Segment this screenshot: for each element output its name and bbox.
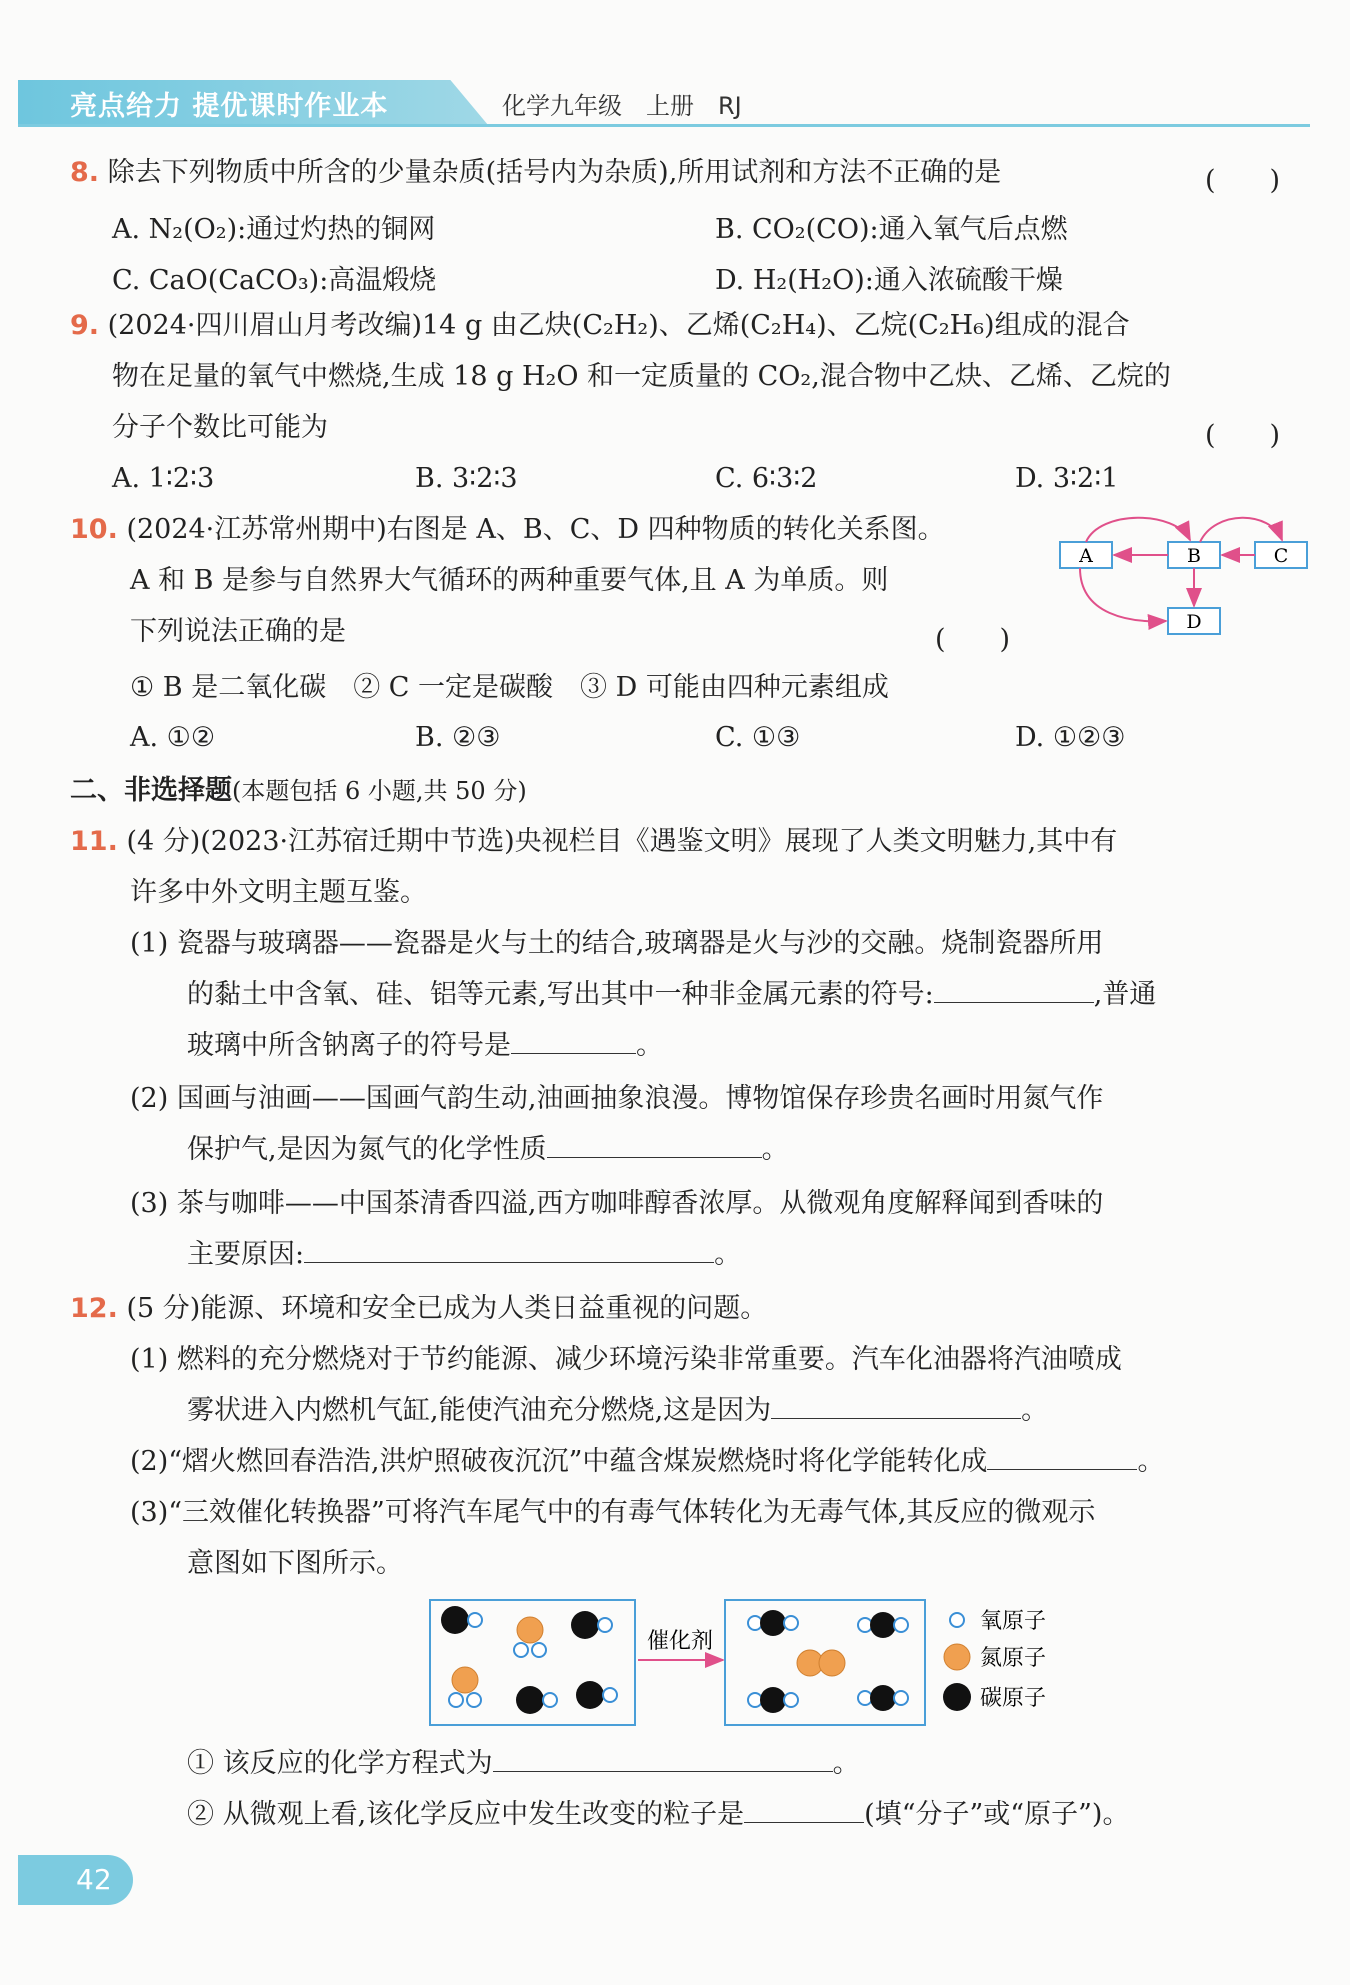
arrow-b-to-c: [1200, 518, 1282, 542]
q12-blank-2[interactable]: [987, 1439, 1137, 1470]
section2-note: (本题包括 6 小题,共 50 分): [232, 777, 527, 805]
q11-blank-1[interactable]: [934, 972, 1094, 1003]
q11-p2b-text: 保护气,是因为氮气的化学性质: [187, 1134, 547, 1165]
legend-nitrogen-label: 氮原子: [980, 1646, 1047, 1671]
q8-option-d: D. H₂(H₂O):通入浓硫酸干燥: [715, 265, 1063, 296]
q12-s1-text: ① 该反应的化学方程式为: [187, 1748, 493, 1779]
node-b-label: B: [1187, 545, 1201, 567]
q9-option-a: A. 1∶2∶3: [112, 463, 215, 494]
q11-line1: [70, 816, 1117, 867]
q12-p1b-end: 。: [1021, 1395, 1049, 1426]
q11-p2a: (2) 国画与油画——国画气韵生动,油画抽象浪漫。博物馆保存珍贵名画时用氮气作: [130, 1083, 1104, 1114]
co2-molecule: [858, 1612, 908, 1638]
q11-p3b-text: 主要原因:: [187, 1239, 305, 1270]
legend-carbon-label: 碳原子: [980, 1686, 1047, 1711]
q11-p1b: [187, 969, 1156, 1020]
q11-p1c: [187, 1020, 663, 1071]
co-molecule: [571, 1611, 612, 1639]
header-divider: [18, 124, 1310, 127]
q12-s1: [187, 1738, 860, 1789]
q9-line3: 分子个数比可能为: [112, 412, 328, 443]
q10-answer-paren[interactable]: ( ): [935, 624, 1011, 655]
q8-option-c: C. CaO(CaCO₃):高温煅烧: [112, 265, 437, 296]
q11-line2: 许多中外文明主题互鉴。: [130, 877, 427, 908]
co-molecule: [441, 1606, 482, 1634]
q9-line2: 物在足量的氧气中燃烧,生成 18 g H₂O 和一定质量的 CO₂,混合物中乙炔、乙烯、乙烷的: [112, 361, 1171, 392]
book-title: 亮点给力 提优课时作业本: [70, 91, 389, 122]
q11-p1c-end: 。: [636, 1030, 663, 1061]
page-number: 42: [18, 1855, 133, 1905]
q8-option-b: B. CO₂(CO):通入氧气后点燃: [715, 214, 1068, 245]
legend-oxygen-icon: [950, 1613, 964, 1627]
q10-line2: A 和 B 是参与自然界大气循环的两种重要气体,且 A 为单质。则: [130, 565, 889, 596]
q12-line1: [70, 1283, 767, 1334]
q11-p2b: [187, 1124, 789, 1175]
co2-molecule: [748, 1610, 798, 1636]
node-d-label: D: [1186, 611, 1202, 633]
q9-line1: [70, 300, 1130, 351]
q8-option-a: A. N₂(O₂):通过灼热的铜网: [112, 214, 436, 245]
section2-title: 二、非选择题: [70, 775, 232, 806]
q12-p3b: 意图如下图所示。: [187, 1548, 403, 1579]
arrow-a-to-d: [1080, 568, 1166, 621]
q12-s2-text: ② 从微观上看,该化学反应中发生改变的粒子是: [187, 1799, 745, 1830]
q10-option-b: B. ②③: [415, 722, 501, 753]
node-a-label: A: [1079, 545, 1093, 567]
q12-blank-3[interactable]: [493, 1741, 833, 1772]
q9-line1-text: (2024·四川眉山月考改编)14 g 由乙炔(C₂H₂)、乙烯(C₂H₄)、乙烷(C₂H₆)组成的混合: [107, 310, 1130, 341]
legend-nitrogen-icon: [944, 1644, 970, 1670]
q10-option-c: C. ①③: [715, 722, 801, 753]
q12-reaction-diagram: [425, 1595, 1085, 1730]
q10-conversion-diagram: [1050, 505, 1310, 650]
node-c-label: C: [1273, 545, 1289, 567]
book-subtitle: 化学九年级 上册 RJ: [502, 92, 742, 120]
q10-option-a: A. ①②: [130, 722, 216, 753]
catalyst-label: 催化剂: [646, 1629, 714, 1654]
q12-p1b: [187, 1385, 1048, 1436]
q11-p2b-end: 。: [761, 1134, 789, 1165]
q8-number: 8.: [70, 157, 100, 188]
q12-line1-text: (5 分)能源、环境和安全已成为人类日益重视的问题。: [126, 1293, 768, 1324]
q9-option-c: C. 6∶3∶2: [715, 463, 818, 494]
q11-p3b-end: 。: [714, 1239, 742, 1270]
q11-blank-2[interactable]: [511, 1023, 636, 1054]
q9-option-d: D. 3∶2∶1: [1015, 463, 1119, 494]
co-molecule: [576, 1681, 617, 1709]
q11-p1c-text: 玻璃中所含钠离子的符号是: [187, 1030, 511, 1061]
q11-number: 11.: [70, 826, 118, 857]
q12-p2a: [130, 1436, 1164, 1487]
q12-s1-end: 。: [832, 1748, 860, 1779]
q9-number: 9.: [70, 310, 100, 341]
q12-p3a: (3)“三效催化转换器”可将汽车尾气中的有毒气体转化为无毒气体,其反应的微观示: [130, 1497, 1096, 1528]
arrow-a-to-b: [1086, 518, 1190, 542]
q12-number: 12.: [70, 1293, 118, 1324]
q8-stem: [70, 147, 1001, 198]
q11-blank-3[interactable]: [547, 1127, 762, 1158]
no2-molecule: [514, 1617, 546, 1657]
q12-p1b-text: 雾状进入内燃机气缸,能使汽油充分燃烧,这是因为: [187, 1395, 772, 1426]
no2-molecule: [449, 1667, 481, 1707]
legend-oxygen-label: 氧原子: [980, 1609, 1047, 1634]
q11-p1b-text: 的黏土中含氧、硅、铝等元素,写出其中一种非金属元素的符号:: [187, 979, 934, 1010]
section2-heading: [70, 765, 527, 817]
legend-carbon-icon: [943, 1683, 971, 1711]
q12-p1a: (1) 燃料的充分燃烧对于节约能源、减少环境污染非常重要。汽车化油器将汽油喷成: [130, 1344, 1122, 1375]
q11-blank-4[interactable]: [304, 1232, 714, 1263]
co-molecule: [516, 1686, 557, 1714]
q9-answer-paren[interactable]: ( ): [1205, 420, 1281, 451]
q12-blank-4[interactable]: [744, 1792, 864, 1823]
q10-number: 10.: [70, 514, 118, 545]
q11-p3b: [187, 1229, 741, 1280]
q12-blank-1[interactable]: [771, 1388, 1021, 1419]
q12-p2a-text: (2)“熠火燃回春浩浩,洪炉照破夜沉沉”中蕴含煤炭燃烧时将化学能转化成: [130, 1446, 988, 1477]
q10-line1-text: (2024·江苏常州期中)右图是 A、B、C、D 四种物质的转化关系图。: [126, 514, 945, 545]
q11-p1b-end: ,普通: [1093, 979, 1157, 1010]
q10-option-d: D. ①②③: [1015, 722, 1126, 753]
q11-p1a: (1) 瓷器与玻璃器——瓷器是火与土的结合,玻璃器是火与沙的交融。烧制瓷器所用: [130, 928, 1104, 959]
q11-line1-text: (4 分)(2023·江苏宿迁期中节选)央视栏目《遇鉴文明》展现了人类文明魅力,其中有: [126, 826, 1118, 857]
n2-molecule: [797, 1650, 845, 1676]
q12-s2: [187, 1789, 1129, 1840]
q10-line1: [70, 504, 945, 555]
q8-stem-text: 除去下列物质中所含的少量杂质(括号内为杂质),所用试剂和方法不正确的是: [107, 157, 1002, 188]
q12-s2-end: (填“分子”或“原子”)。: [864, 1799, 1130, 1830]
q11-p3a: (3) 茶与咖啡——中国茶清香四溢,西方咖啡醇香浓厚。从微观角度解释闻到香味的: [130, 1188, 1104, 1219]
legend: [943, 1609, 1046, 1711]
co2-molecule: [858, 1685, 908, 1711]
q12-p2a-end: 。: [1137, 1446, 1165, 1477]
q8-answer-paren[interactable]: ( ): [1205, 165, 1281, 196]
q10-statements: ① B 是二氧化碳 ② C 一定是碳酸 ③ D 可能由四种元素组成: [130, 672, 889, 703]
co2-molecule: [748, 1687, 798, 1713]
q9-option-b: B. 3∶2∶3: [415, 463, 518, 494]
q10-line3: 下列说法正确的是: [130, 616, 346, 647]
